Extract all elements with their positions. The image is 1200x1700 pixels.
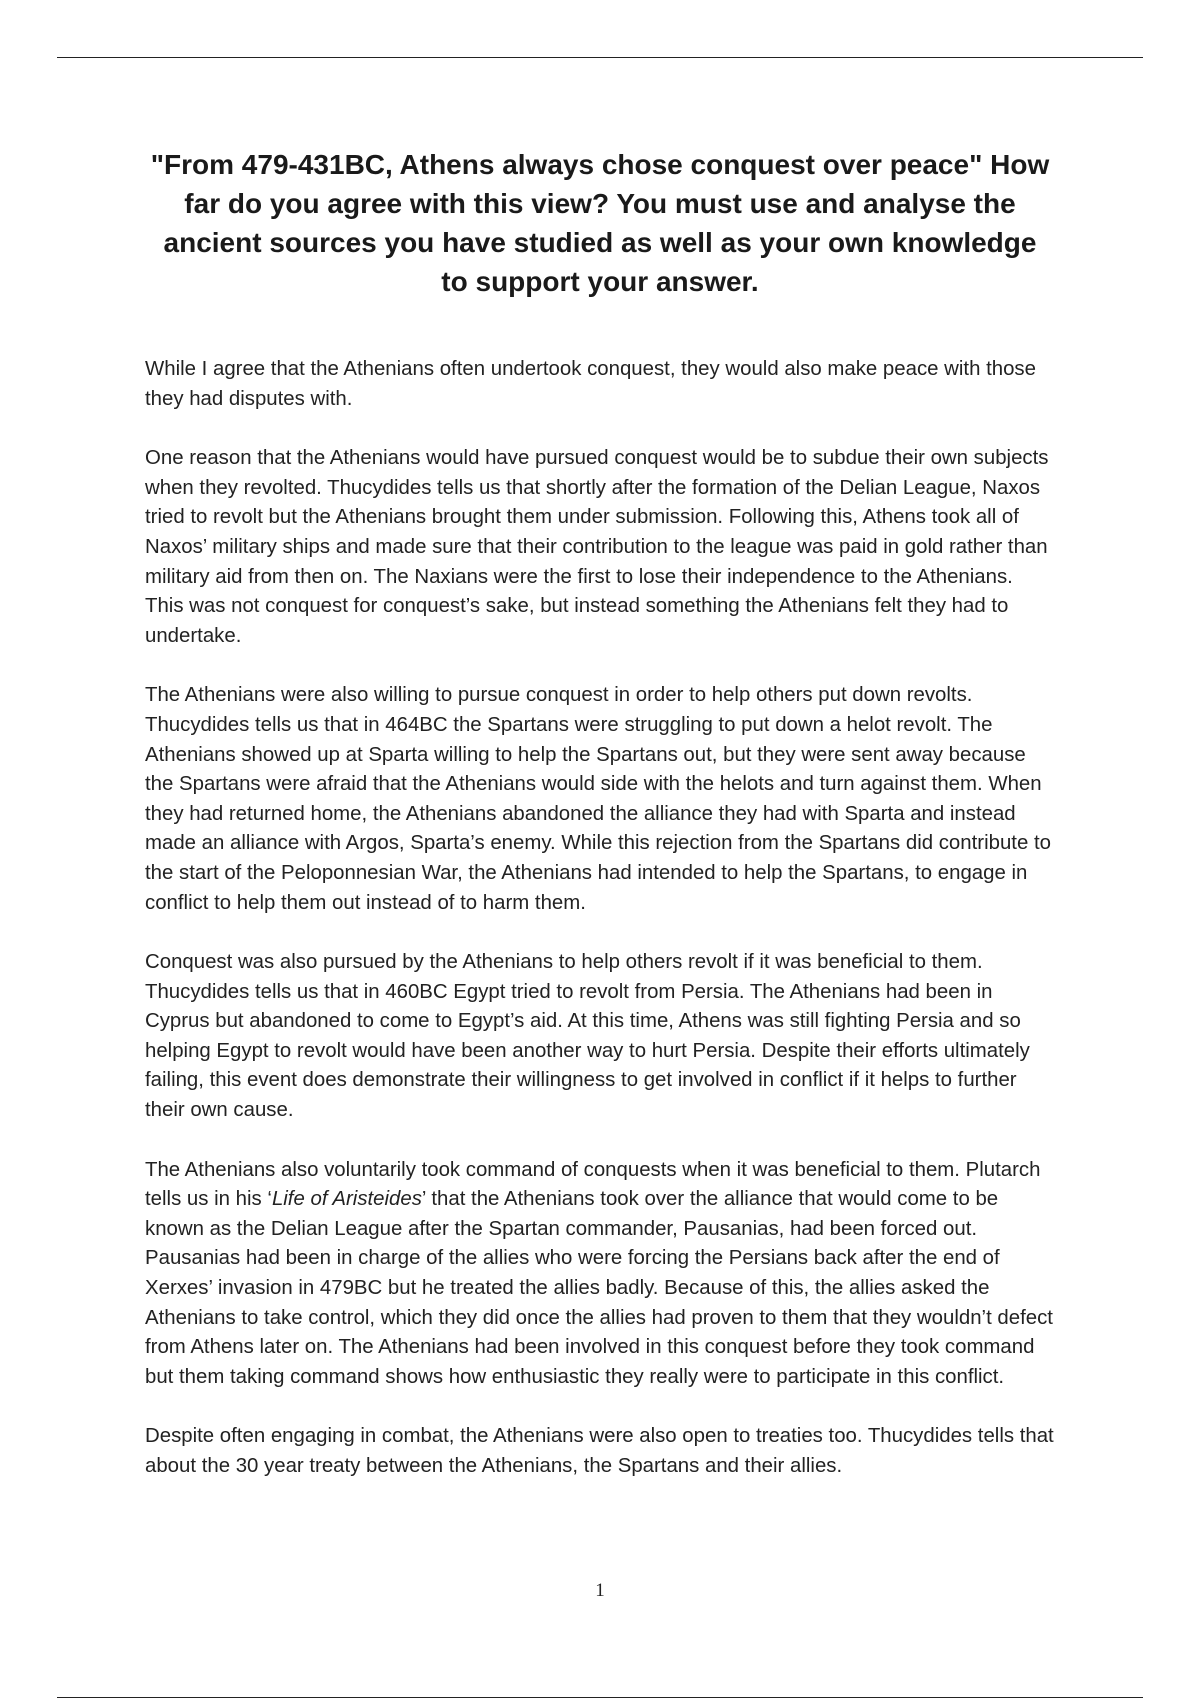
paragraph-introduction: While I agree that the Athenians often undertook conquest, they would also make peace with those they had disputes with.	[145, 358, 1036, 410]
paragraph-text-part: ’ that the Athenians took over the alliance that would come to be known as the Delian League after the Spartan commander, Pausanias, had been forced out. Pausanias had been in charge of the allies who were forcing the Persians back after the end of Xerxes’ invasion in 479BC but he treated the allies badly. Because of this, the allies asked the Athenians to take control, which they did once the allies had proven to them that they wouldn’t defect from Athens later on. The Athenians had been involved in this conquest before they took command but them taking command shows how enthusiastic they really were to participate in this conflict.	[145, 1188, 1053, 1388]
header-rule	[57, 57, 1143, 58]
paragraph-thirty-year-treaty: Despite often engaging in combat, the Athenians were also open to treaties too. Thucydides tells that about the 30 year treaty between the Athenians, the Spartans and their allies.	[145, 1425, 1054, 1477]
page-content	[145, 145, 1055, 1512]
paragraph-egypt-revolt: Conquest was also pursued by the Athenians to help others revolt if it was beneficial to them. Thucydides tells us that in 460BC Egypt tried to revolt from Persia. The Athenians had been in Cyprus but abandoned to come to Egypt’s aid. At this time, Athens was still fighting Persia and so helping Egypt to revolt would have been another way to hurt Persia. Despite their efforts ultimately failing, this event does demonstrate their willingness to get involved in conflict if it helps to further their own cause.	[145, 951, 1030, 1122]
paragraph-delian-league-command	[145, 1156, 1055, 1393]
essay-body	[145, 355, 1055, 1482]
paragraph-text-part: The Athenians also voluntarily took command of conquests when it was beneficial to them. Plutarch tells us in his ‘	[145, 1158, 1041, 1211]
essay-question-title: "From 479-431BC, Athens always chose conquest over peace" How far do you agree with this view? You must use and analyse the ancient sources you have studied as well as your own knowledge to support your answer.	[150, 149, 1050, 297]
source-title-italic: Life of Aristeides	[271, 1188, 422, 1211]
paragraph-naxos-revolt: One reason that the Athenians would have pursued conquest would be to subdue their own subjects when they revolted. Thucydides tells us that shortly after the formation of the Delian League, Naxos tried to revolt but the Athenians brought them under submission. Following this, Athens took all of Naxos’ military ships and made sure that their contribution to the league was paid in gold rather than military aid from then on. The Naxians were the first to lose their independence to the Athenians. This was not conquest for conquest’s sake, but instead something the Athenians felt they had to undertake.	[145, 447, 1049, 647]
footer-rule	[57, 1697, 1143, 1698]
paragraph-helot-revolt: The Athenians were also willing to pursue conquest in order to help others put down revolts. Thucydides tells us that in 464BC the Spartans were struggling to put down a helot revolt. The Athenians showed up at Sparta willing to help the Spartans out, but they were sent away because the Spartans were afraid that the Athenians would side with the helots and turn against them. When they had returned home, the Athenians abandoned the alliance they had with Sparta and instead made an alliance with Argos, Sparta’s enemy. While this rejection from the Spartans did contribute to the start of the Peloponnesian War, the Athenians had intended to help the Spartans, to engage in conflict to help them out instead of to harm them.	[145, 684, 1051, 914]
page-number: 1	[595, 1580, 605, 1601]
